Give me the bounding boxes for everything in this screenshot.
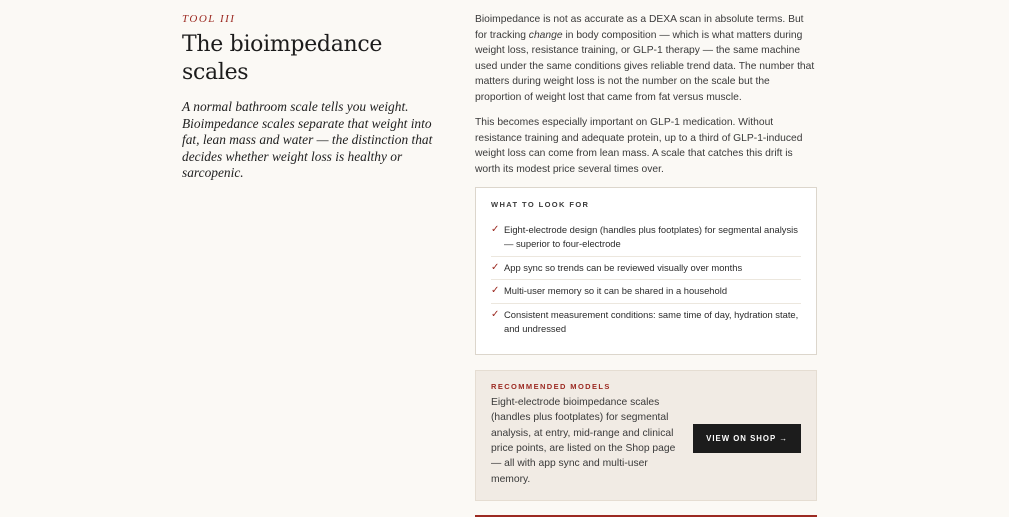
- checkmark-icon: ✓: [491, 309, 500, 321]
- what-to-look-for-label: WHAT TO LOOK FOR: [491, 200, 590, 209]
- tool-intro: [182, 12, 447, 182]
- body-paragraph-1: [475, 12, 817, 105]
- body-paragraph-1-end: in body composition — which is what matters during weight loss, resistance training, or GLP-1 therapy — the same machine used under the same conditions gives reliable trend data. The number that matters during weight loss is not the number on the scale but the proportion of weight lost that came from fat versus muscle.: [475, 29, 815, 103]
- checklist-item: [491, 219, 801, 257]
- view-on-shop-button[interactable]: VIEW ON SHOP →: [693, 424, 801, 453]
- body-paragraph-2: This becomes especially important on GLP-1 medication. Without resistance training and adequate protein, up to a third of GLP-1-induced weight loss can come from lean mass. A scale that catches this drift is worth its modest price several times over.: [475, 117, 803, 175]
- what-to-look-for-box: [475, 187, 817, 355]
- checklist-item-text: Consistent measurement conditions: same time of day, hydration state, and undressed: [504, 309, 799, 334]
- page-title: The bioimpedance scales: [182, 32, 383, 85]
- recommended-models-label: RECOMMENDED MODELS: [491, 381, 611, 391]
- checklist-item: [491, 304, 801, 341]
- body-paragraph-1-start: Bioimpedance is not as accurate as a DEXA scan in absolute terms. But for tracking: [475, 14, 804, 41]
- checklist-item: [491, 280, 801, 304]
- checklist-item-text: Multi-user memory so it can be shared in a household: [504, 285, 728, 297]
- recommended-models-text: Eight-electrode bioimpedance scales (handles plus footplates) for segmental analysis, at entry, mid-range and clinical price points, are listed on the Shop page — all with app sync and multi-user memory.: [491, 396, 676, 485]
- tool-lede: A normal bathroom scale tells you weight. Bioimpedance scales separate that weight into fat, lean mass and water — the distinction that decides whether weight loss is healthy or sarcopenic.: [182, 99, 433, 181]
- checklist-item-text: App sync so trends can be reviewed visually over months: [504, 261, 743, 273]
- checklist-item: [491, 257, 801, 281]
- checkmark-icon: ✓: [491, 285, 500, 297]
- checklist-item-text: Eight-electrode design (handles plus footplates) for segmental analysis — superior to four-electrode: [504, 224, 798, 249]
- recommended-models-copy: [491, 382, 683, 487]
- body-paragraph-1-emphasis: change: [528, 29, 563, 41]
- tool-eyebrow: TOOL III: [182, 13, 236, 25]
- checklist: [491, 219, 801, 341]
- tool-content: [475, 12, 817, 517]
- checkmark-icon: ✓: [491, 224, 500, 235]
- recommended-models-box: [475, 370, 817, 501]
- checkmark-icon: ✓: [491, 261, 500, 273]
